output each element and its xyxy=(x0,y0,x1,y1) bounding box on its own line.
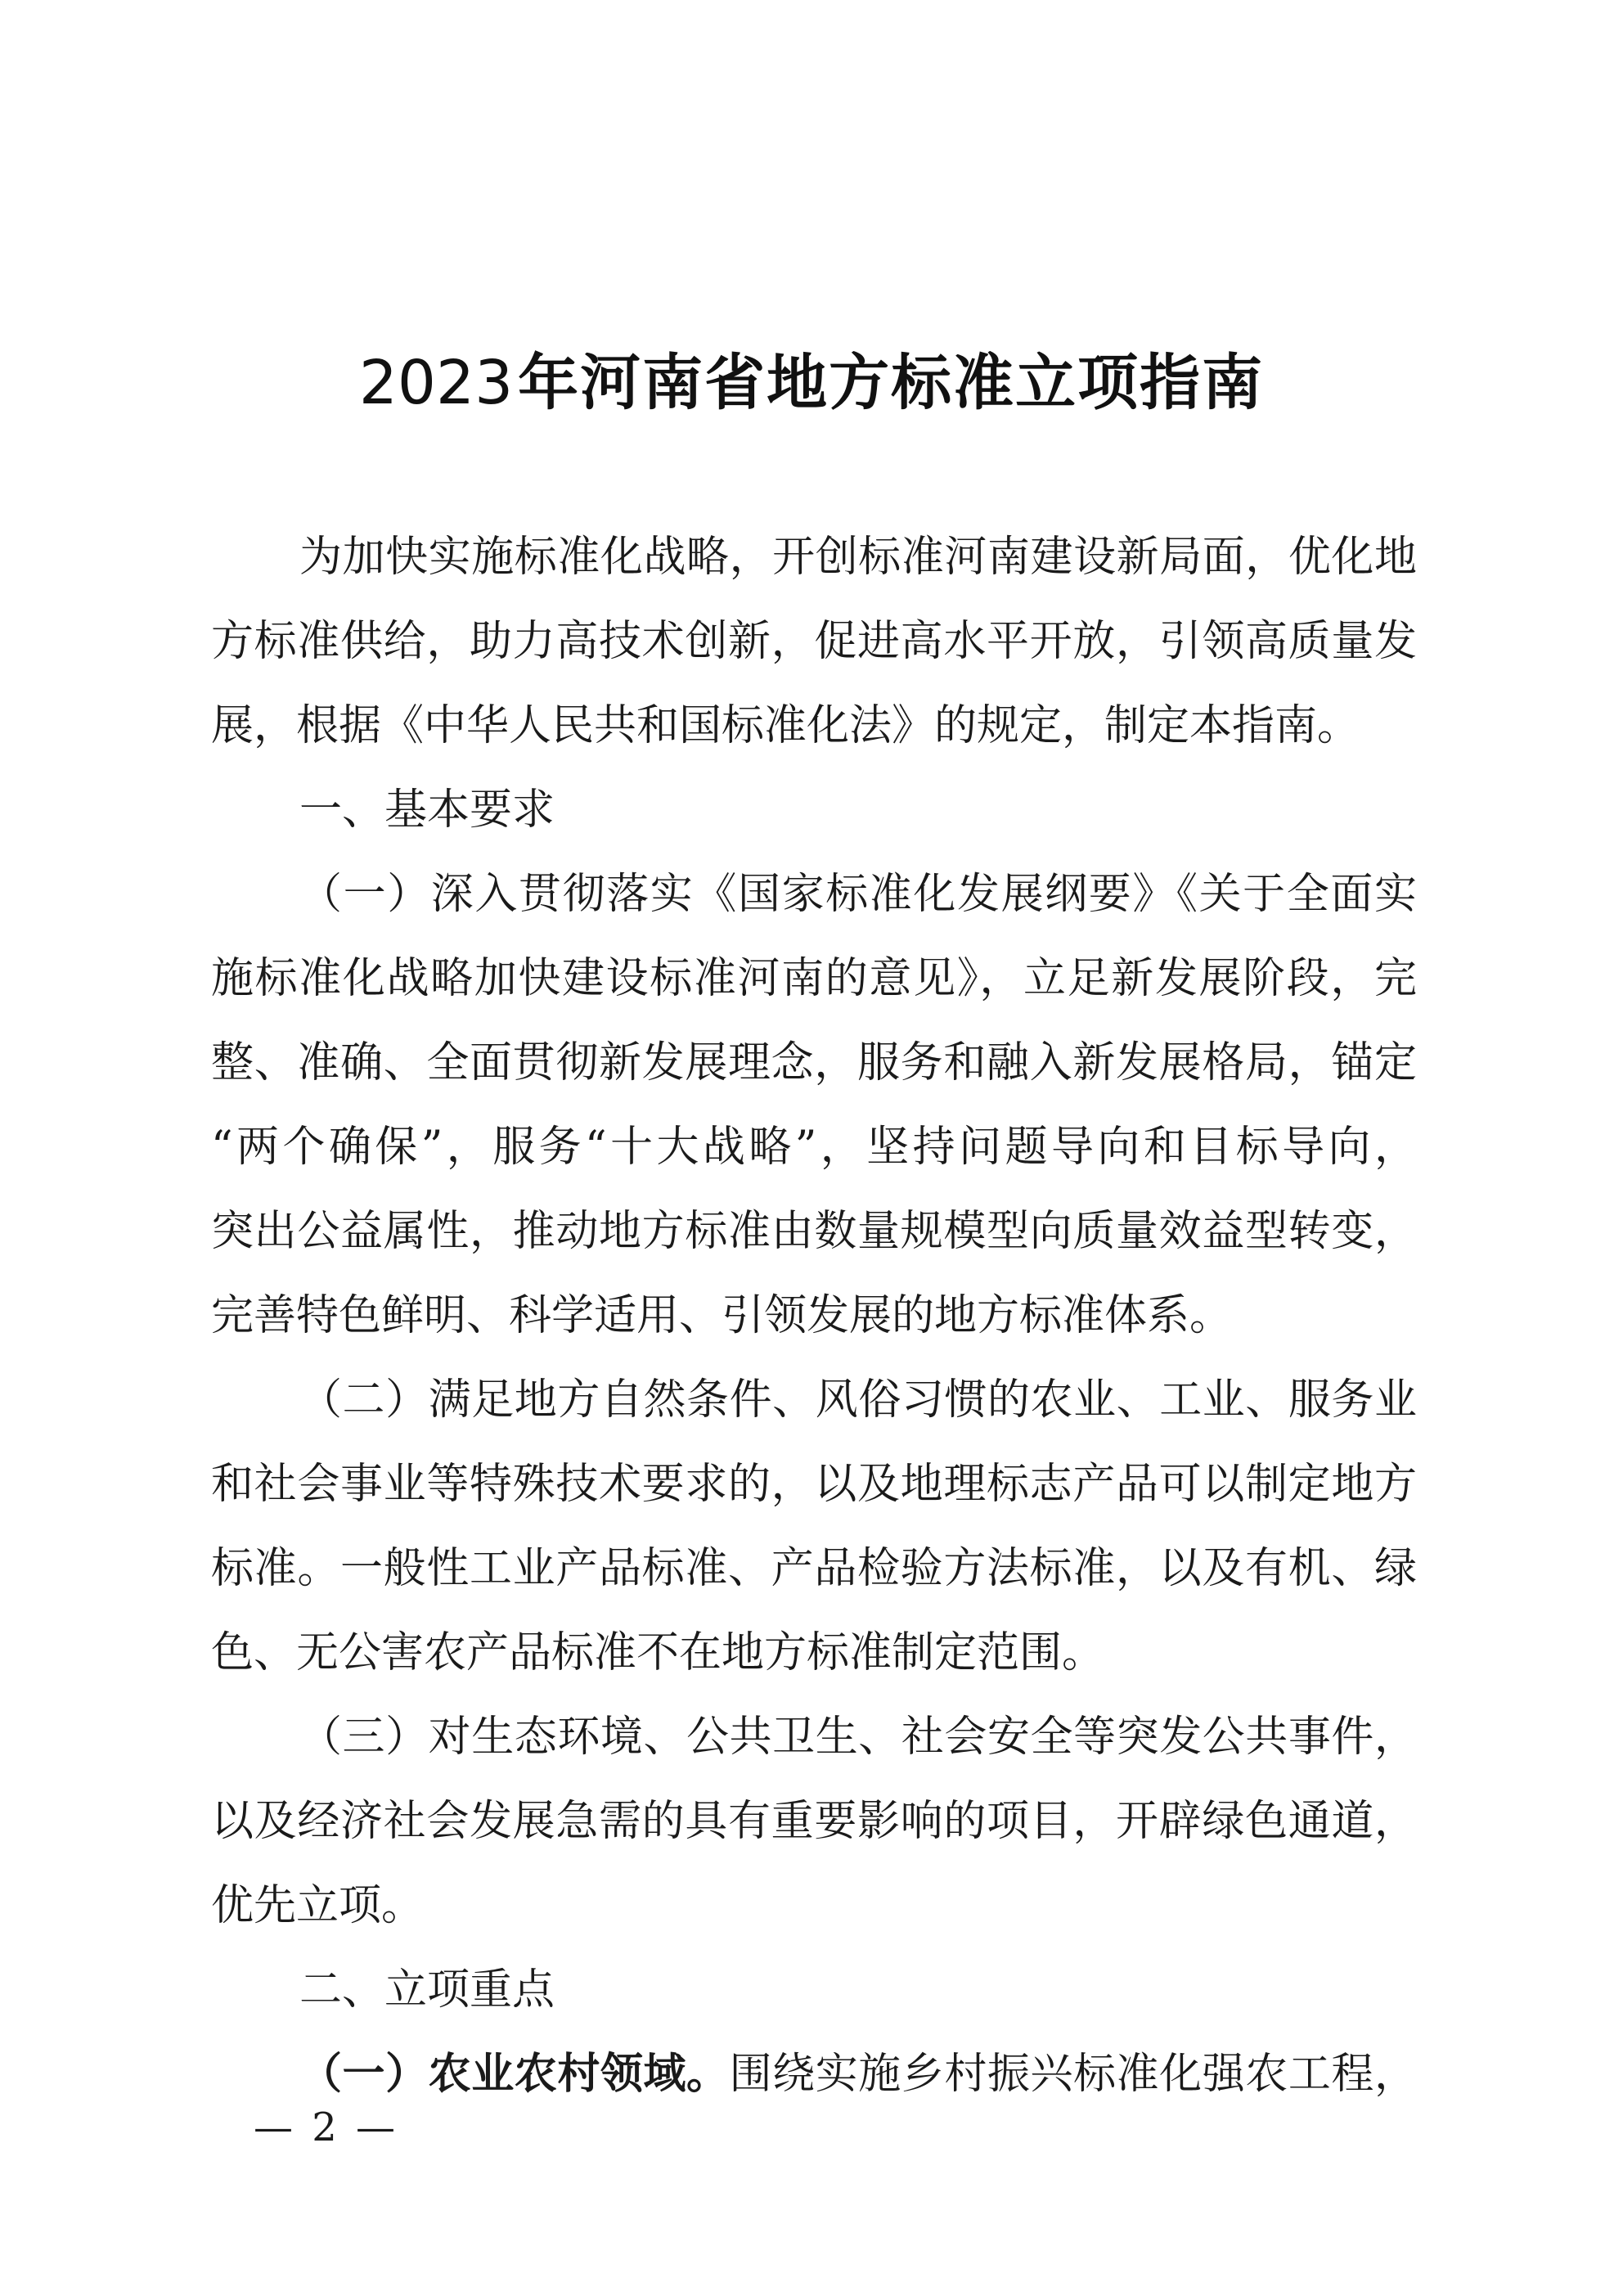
text-line: 以及经济社会发展急需的具有重要影响的项目，开辟绿色通道， xyxy=(211,1797,1417,1846)
text-line: 完善特色鲜明、科学适用、引领发展的地方标准体系。 xyxy=(211,1291,1233,1340)
body-text xyxy=(211,515,1417,2117)
title-text: 年河南省地方标准立项指南 xyxy=(518,348,1265,418)
text-line: 施标准化战略加快建设标准河南的意见》，立足新发展阶段，完 xyxy=(211,954,1417,1003)
text-fragment: 围绕实施乡村振兴标准化强农工程， xyxy=(729,2050,1417,2099)
text-line: 展，根据《中华人民共和国标准化法》的规定，制定本指南。 xyxy=(211,701,1360,750)
text-line: 和社会事业等特殊技术要求的，以及地理标志产品可以制定地方 xyxy=(211,1460,1417,1509)
document-title xyxy=(0,342,1623,424)
text-line: （二）满足地方自然条件、风俗习惯的农业、工业、服务业 xyxy=(299,1375,1417,1425)
page-number: — 2 — xyxy=(254,2105,399,2150)
text-line: 为加快实施标准化战略，开创标准河南建设新局面，优化地 xyxy=(299,533,1417,582)
text-line: （一）深入贯彻落实《国家标准化发展纲要》《关于全面实 xyxy=(299,870,1417,919)
text-line: 突出公益属性，推动地方标准由数量规模型向质量效益型转变， xyxy=(211,1207,1417,1256)
subsection-heading: （一）农业农村领域。 xyxy=(299,2050,730,2099)
section-heading: 二、立项重点 xyxy=(299,1965,555,2015)
text-line: “两个确保”，服务“十大战略”，坚持问题导向和目标导向， xyxy=(211,1123,1417,1172)
text-line: （三）对生态环境、公共卫生、社会安全等突发公共事件， xyxy=(299,1713,1417,1762)
text-line: 整、准确、全面贯彻新发展理念，服务和融入新发展格局，锚定 xyxy=(211,1038,1417,1087)
text-line: 标准。一般性工业产品标准、产品检验方法标准，以及有机、绿 xyxy=(211,1544,1417,1593)
title-year: 2023 xyxy=(358,348,514,418)
text-line: 方标准供给，助力高技术创新，促进高水平开放，引领高质量发 xyxy=(211,617,1417,666)
section-heading: 一、基本要求 xyxy=(299,786,555,835)
text-line: 优先立项。 xyxy=(211,1881,425,1930)
text-line: 色、无公害农产品标准不在地方标准制定范围。 xyxy=(211,1628,1105,1677)
